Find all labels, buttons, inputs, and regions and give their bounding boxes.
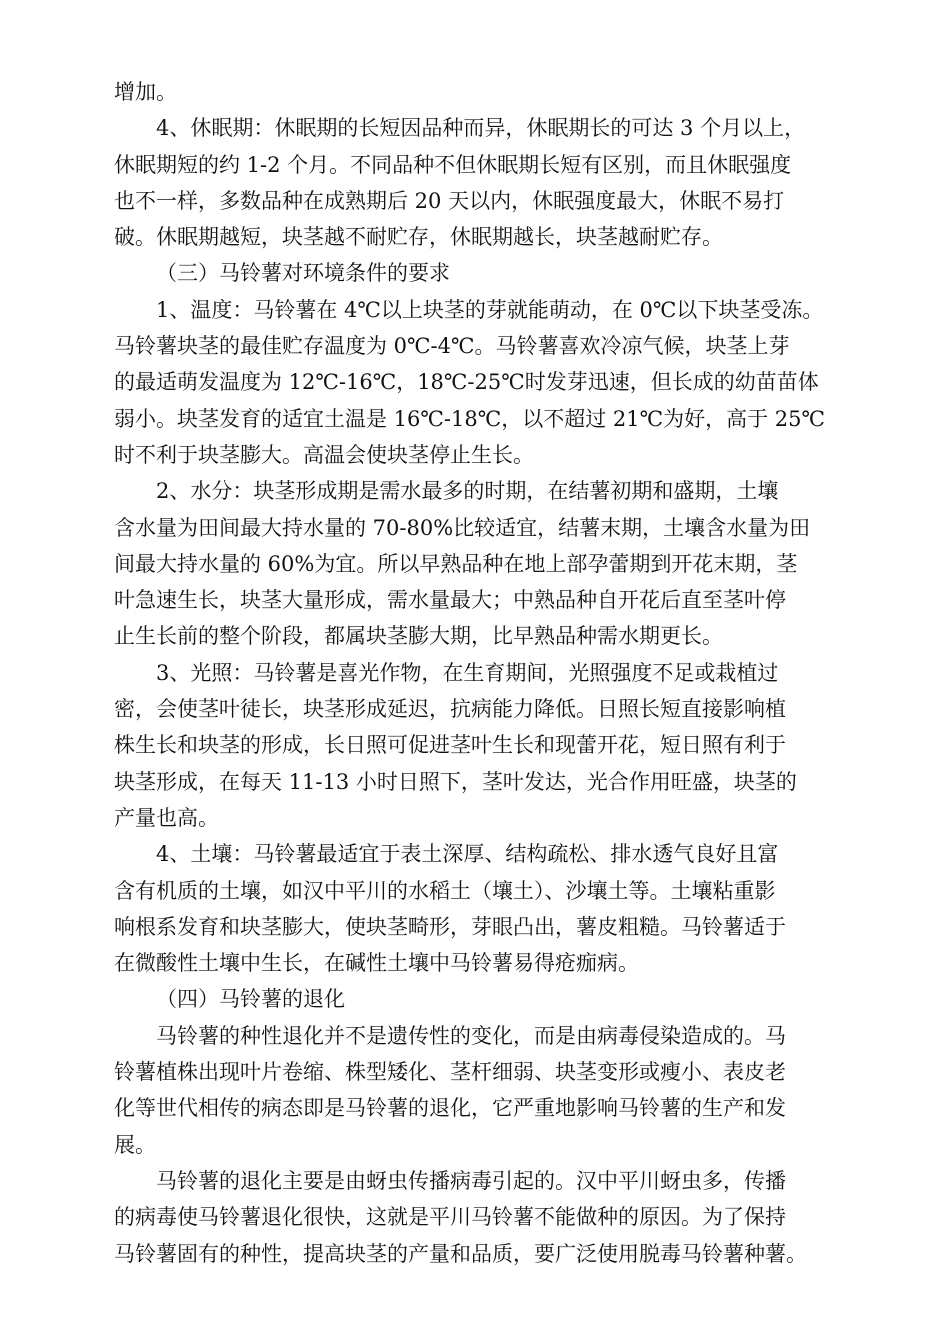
text-line: 株生长和块茎的形成，长日照可促进茎叶生长和现蕾开花，短日照有利于 bbox=[114, 733, 786, 758]
text-line: 叶急速生长，块茎大量形成，需水量最大；中熟品种自开花后直至茎叶停 bbox=[114, 588, 786, 613]
text-line: 在微酸性土壤中生长，在碱性土壤中马铃薯易得疮痂病。 bbox=[114, 951, 639, 976]
text-line: 3、光照：马铃薯是喜光作物，在生育期间，光照强度不足或栽植过 bbox=[156, 660, 779, 685]
text-line: 响根系发育和块茎膨大，使块茎畸形，芽眼凸出，薯皮粗糙。马铃薯适于 bbox=[114, 914, 786, 939]
text-line: 止生长前的整个阶段，都属块茎膨大期，比早熟品种需水期更长。 bbox=[114, 624, 723, 649]
text-line: 含水量为田间最大持水量的 70-80%比较适宜，结薯末期，土壤含水量为田 bbox=[114, 515, 811, 540]
text-line: 密，会使茎叶徒长，块茎形成延迟，抗病能力降低。日照长短直接影响植 bbox=[114, 697, 786, 722]
text-line: 破。休眠期越短，块茎越不耐贮存，休眠期越长，块茎越耐贮存。 bbox=[114, 225, 723, 250]
text-line: （四）马铃薯的退化 bbox=[156, 987, 345, 1012]
text-line: 也不一样，多数品种在成熟期后 20 天以内，休眠强度最大，休眠不易打 bbox=[114, 188, 785, 213]
text-line: 马铃薯的退化主要是由蚜虫传播病毒引起的。汉中平川蚜虫多，传播 bbox=[156, 1168, 786, 1193]
text-line: 4、休眠期：休眠期的长短因品种而异，休眠期长的可达 3 个月以上， bbox=[156, 116, 806, 141]
text-line: 2、水分：块茎形成期是需水最多的时期，在结薯初期和盛期，土壤 bbox=[156, 479, 779, 504]
text-line: 1、温度：马铃薯在 4℃以上块茎的芽就能萌动，在 0℃以下块茎受冻。 bbox=[156, 297, 824, 322]
text-line: 时不利于块茎膨大。高温会使块茎停止生长。 bbox=[114, 442, 534, 467]
text-line: 展。 bbox=[114, 1132, 156, 1157]
text-line: 休眠期短的约 1-2 个月。不同品种不但休眠期长短有区别，而且休眠强度 bbox=[114, 152, 792, 177]
text-line: 弱小。块茎发育的适宜土温是 16℃-18℃，以不超过 21℃为好，高于 25℃ bbox=[114, 406, 825, 431]
text-line: 间最大持水量的 60%为宜。所以早熟品种在地上部孕蕾期到开花末期，茎 bbox=[114, 551, 798, 576]
text-line: （三）马铃薯对环境条件的要求 bbox=[156, 261, 450, 286]
document-body-text bbox=[114, 74, 850, 1272]
text-line: 马铃薯的种性退化并不是遗传性的变化，而是由病毒侵染造成的。马 bbox=[156, 1023, 786, 1048]
text-line: 的最适萌发温度为 12℃-16℃，18℃-25℃时发芽迅速，但长成的幼苗苗体 bbox=[114, 370, 819, 395]
text-line: 产量也高。 bbox=[114, 805, 219, 830]
text-line: 含有机质的土壤，如汉中平川的水稻土（壤土）、沙壤土等。土壤粘重影 bbox=[114, 878, 776, 903]
text-line: 块茎形成，在每天 11-13 小时日照下，茎叶发达，光合作用旺盛，块茎的 bbox=[114, 769, 797, 794]
text-line: 马铃薯固有的种性，提高块茎的产量和品质，要广泛使用脱毒马铃薯种薯。 bbox=[114, 1241, 807, 1266]
text-line: 马铃薯块茎的最佳贮存温度为 0℃-4℃。马铃薯喜欢冷凉气候，块茎上芽 bbox=[114, 334, 790, 359]
text-line: 增加。 bbox=[114, 80, 177, 104]
text-line: 化等世代相传的病态即是马铃薯的退化，它严重地影响马铃薯的生产和发 bbox=[114, 1096, 786, 1121]
text-line: 铃薯植株出现叶片卷缩、株型矮化、茎杆细弱、块茎变形或瘦小、表皮老 bbox=[114, 1060, 786, 1085]
text-line: 4、土壤：马铃薯最适宜于表土深厚、结构疏松、排水透气良好且富 bbox=[156, 842, 779, 867]
text-line: 的病毒使马铃薯退化很快，这就是平川马铃薯不能做种的原因。为了保持 bbox=[114, 1205, 786, 1230]
